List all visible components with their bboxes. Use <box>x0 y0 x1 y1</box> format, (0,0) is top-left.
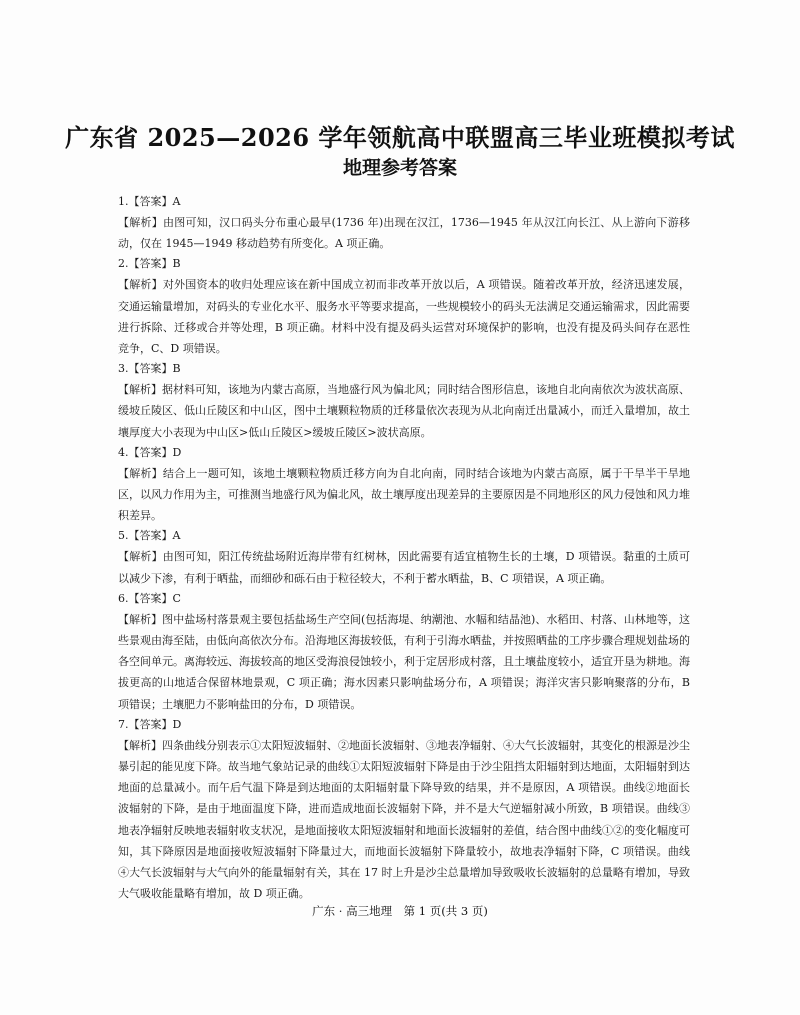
page-title: 广东省 2025—2026 学年领航高中联盟高三毕业班模拟考试 <box>65 123 735 152</box>
explanation-text: 【解析】结合上一题可知，该地土壤颗粒物质迁移方向为自北向南，同时结合该地为内蒙古高原，属于干旱半干旱地区，以风力作用为主，可推测当地盛行风为偏北风，故土壤厚度出现差异的主要原因是不同地形区的风力侵蚀和风力堆积差异。 <box>118 466 690 523</box>
question-item <box>118 715 690 905</box>
question-item <box>118 254 690 359</box>
question-item <box>118 526 690 588</box>
answer-line <box>118 359 690 379</box>
answer-text: 【答案】D <box>128 445 182 459</box>
explanation-text: 【解析】四条曲线分别表示①太阳短波辐射、②地面长波辐射、③地表净辐射、④大气长波辐射，其变化的根源是沙尘暴引起的能见度下降。故当地气象站记录的曲线①太阳短波辐射下降是由于沙尘阻挡太阳辐射到达地面，太阳辐射到达地面的总量减小。而午后气温下降是到达地面的太阳辐射量下降导致的结果，并不是原因，A 项错误。曲线②地面长波辐射的下降，是由于地面温度下降，进而造成地面长波辐射下降，并不是大气逆辐射减小所致，B 项错误。曲线③地表净辐射反映地表辐射收支状况，是地面接收太阳短波辐射和地面长波辐射的差值，结合图中曲线①②的变化幅度可知，其下降原因是地面接收短波辐射下降量过大，而地面长波辐射下降量较小，故地表净辐射下降，C 项错误。曲线④大气长波辐射与大气向外的能量辐射有关，其在 17 时上升是沙尘总量增加导致吸收长波辐射的总量略有增加，导致大气吸收能量略有增加，故 D 项正确。 <box>118 738 690 901</box>
answer-line <box>118 589 690 609</box>
explanation-text: 【解析】图中盐场村落景观主要包括盐场生产空间(包括海堤、纳潮池、水幅和结晶池)、水稻田、村落、山林地等，这些景观由海至陆，由低向高依次分布。沿海地区海拔较低，有利于引海水晒盐，并按照晒盐的工序步骤合理规划盐场的各空间单元。离海较远、海拔较高的地区受海浪侵蚀较小，利于定居形成村落，且土壤盐度较小，适宜开垦为耕地。海拔更高的山地适合保留林地景观，C 项正确；海水因素只影响盐场分布，A 项错误；海洋灾害只影响聚落的分布，B 项错误；土壤肥力不影响盐田的分布，D 项错误。 <box>118 612 690 711</box>
question-item <box>118 443 690 527</box>
page-footer: 广东 · 高三地理 第 1 页(共 3 页) <box>312 904 488 918</box>
answer-line <box>118 254 690 274</box>
answer-text: 【答案】A <box>128 529 181 543</box>
question-item <box>118 192 690 254</box>
answer-line <box>118 715 690 735</box>
answer-text: 【答案】B <box>128 362 181 376</box>
answer-text: 【答案】C <box>128 591 181 605</box>
question-number: 1. <box>118 195 129 208</box>
explanation-text: 【解析】据材料可知，该地为内蒙古高原，当地盛行风为偏北风；同时结合图形信息，该地自北向南依次为波状高原、缓坡丘陵区、低山丘陵区和中山区，图中土壤颗粒物质的迁移量依次表现为从北向南迁出量减小，而迁入量增加，故土壤厚度大小表现为中山区>低山丘陵区>缓坡丘陵区>波状高原。 <box>118 383 690 439</box>
page-subtitle: 地理参考答案 <box>342 157 457 179</box>
question-number: 7. <box>118 717 129 731</box>
question-number: 5. <box>118 529 129 543</box>
answer-line <box>118 526 690 546</box>
explanation-text: 【解析】由图可知，阳江传统盐场附近海岸带有红树林，因此需要有适宜植物生长的土壤，D 项错误。黏重的土质可以减少下渗，有利于晒盐，而细砂和砾石由于粒径较大，不利于蓄水晒盐，B、C 项错误，A 项正确。 <box>118 550 690 585</box>
question-number: 3. <box>118 362 129 376</box>
answer-text: 【答案】A <box>128 195 181 208</box>
question-item <box>118 359 690 443</box>
answer-list <box>118 192 690 904</box>
question-item <box>118 589 690 715</box>
question-number: 4. <box>118 445 129 459</box>
question-number: 6. <box>118 591 129 605</box>
answer-text: 【答案】D <box>128 717 182 731</box>
answer-line <box>118 192 690 212</box>
question-number: 2. <box>118 257 129 271</box>
explanation-text: 【解析】对外国资本的收归处理应该在新中国成立初而非改革开放以后，A 项错误。随着改革开放，经济迅速发展，交通运输量增加，对码头的专业化水平、服务水平等要求提高，一些规模较小的码头无法满足交通运输需求，因此需要进行拆除、迁移或合并等处理，B 项正确。材料中没有提及码头运营对环境保护的影响，也没有提及码头间存在恶性竞争，C、D 项错误。 <box>118 278 690 356</box>
answer-line <box>118 443 690 463</box>
answer-text: 【答案】B <box>128 257 181 271</box>
explanation-text: 【解析】由图可知，汉口码头分布重心最早(1736 年)出现在汉江，1736—1945 年从汉江向长江、从上游向下游移动，仅在 1945—1949 移动趋势有所变化。A 项正确。 <box>118 216 690 251</box>
